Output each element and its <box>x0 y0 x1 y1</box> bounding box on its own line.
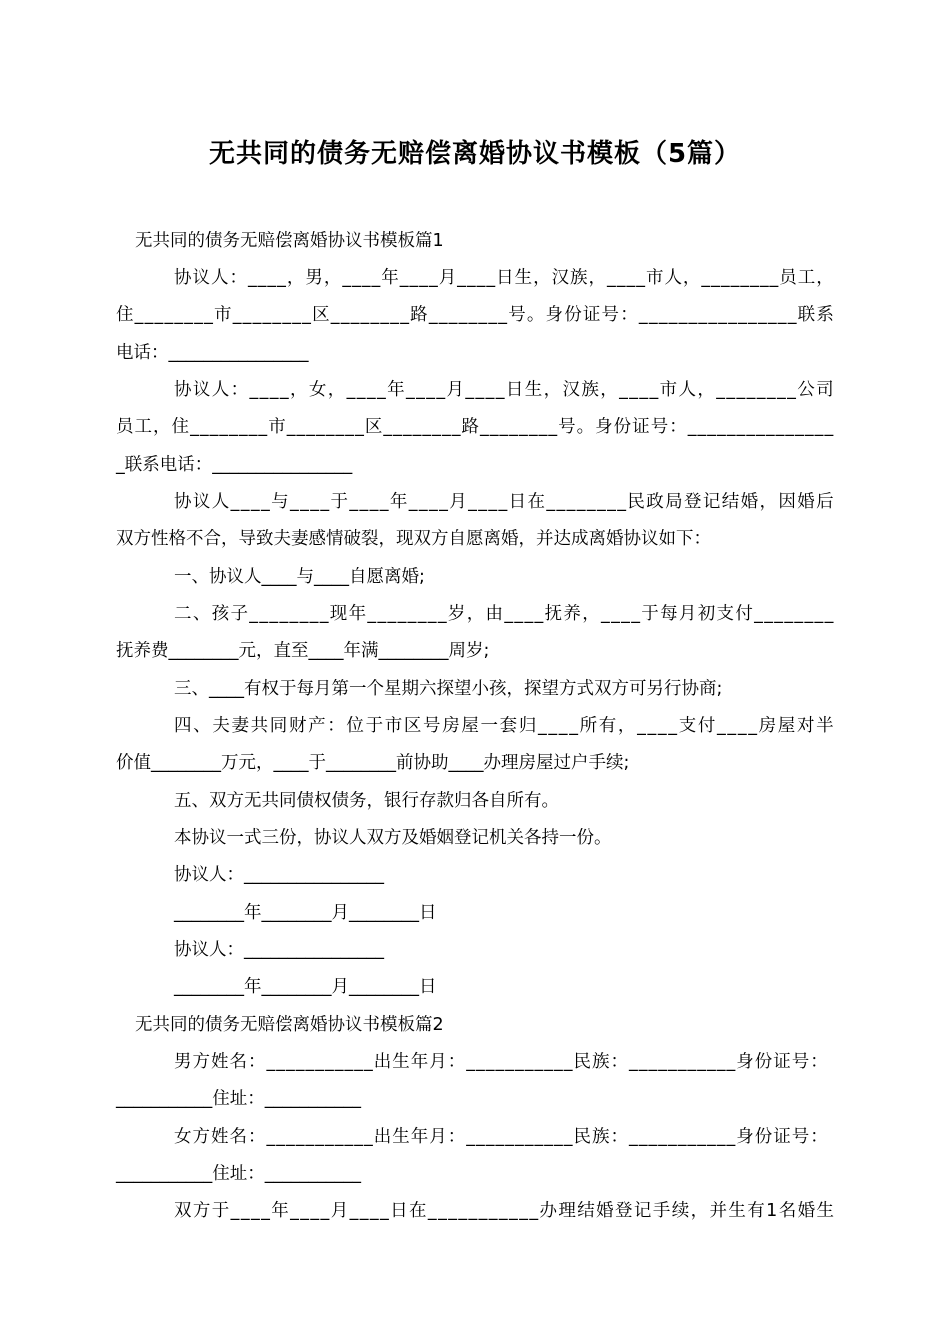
paragraph-line: 抚养费________元，直至____年满________周岁; <box>116 641 490 661</box>
paragraph-line: 协 议 人 ： _ _ _ _ ， 女 ， _ _ _ _ 年 _ _ _ _ 月 _ _ _ _ 日 生 ， 汉 族 ， _ _ _ _ 市 人 ， _ _ _ _ _ _ _ _ 公 司 <box>174 380 834 400</box>
signature-line: 协议人：________________ <box>174 865 384 885</box>
date-line: ________年________月________日 <box>174 977 437 997</box>
paragraph-line: 四 、 夫 妻 共 同 财 产 ： 位 于 市 区 号 房 屋 一 套 归 _ _ _ _ 所 有 ， _ _ _ _ 支 付 _ _ _ _ 房 屋 对 半 <box>174 716 834 736</box>
paragraph-line: 协 议 人 ： _ _ _ _ ， 男 ， _ _ _ _ 年 _ _ _ _ 月 _ _ _ _ 日 生 ， 汉 族 ， _ _ _ _ 市 人 ， _ _ _ _ _ _ _ _ 员 工 ， <box>174 268 834 288</box>
paragraph-line: ___________住址：___________ <box>116 1164 361 1184</box>
paragraph-line: 三、____有权于每月第一个星期六探望小孩，探望方式双方可另行协商; <box>174 679 723 699</box>
signature-line: 协议人：________________ <box>174 940 384 960</box>
paragraph-line: 男 方 姓 名 ： _ _ _ _ _ _ _ _ _ _ _ 出 生 年 月 ： _ _ _ _ _ _ _ _ _ _ _ 民 族 ： _ _ _ _ _ _ _ _ _ _ _ 身 份 证 号 ： <box>174 1052 828 1072</box>
paragraph-line: 女 方 姓 名 ： _ _ _ _ _ _ _ _ _ _ _ 出 生 年 月 ： _ _ _ _ _ _ _ _ _ _ _ 民 族 ： _ _ _ _ _ _ _ _ _ _ _ 身 份 证 号 ： <box>174 1127 828 1147</box>
paragraph-line: 双 方 于 _ _ _ _ 年 _ _ _ _ 月 _ _ _ _ 日 在 _ _ _ _ _ _ _ _ _ _ _ 办 理 结 婚 登 记 手 续 ， 并 生 有 1 名 婚 生 <box>174 1201 834 1221</box>
paragraph-line: 一、协议人____与____自愿离婚; <box>174 567 425 587</box>
paragraph-line: 员 工 ， 住 _ _ _ _ _ _ _ _ 市 _ _ _ _ _ _ _ _ 区 _ _ _ _ _ _ _ _ 路 _ _ _ _ _ _ _ _ 号 。 身 份 证 号 ： _ _ _ _ _ _ _ _ _ _ _ _ _ _ _ <box>116 417 834 437</box>
date-line: ________年________月________日 <box>174 903 437 923</box>
section-heading: 无共同的债务无赔偿离婚协议书模板篇2 <box>135 1015 444 1035</box>
paragraph-line: ___________住址：___________ <box>116 1089 361 1109</box>
paragraph-line: 本协议一式三份，协议人双方及婚姻登记机关各持一份。 <box>174 828 612 848</box>
paragraph-line: 协 议 人 _ _ _ _ 与 _ _ _ _ 于 _ _ _ _ 年 _ _ _ _ 月 _ _ _ _ 日 在 _ _ _ _ _ _ _ _ 民 政 局 登 记 结 婚 ， 因 婚 后 <box>174 492 834 512</box>
paragraph-line: _联系电话：________________ <box>116 455 353 475</box>
paragraph-line: 五、双方无共同债权债务，银行存款归各自所有。 <box>174 791 559 811</box>
paragraph-line: 价值________万元，____于________前协助____办理房屋过户手续; <box>116 753 630 773</box>
document-title: 无共同的债务无赔偿离婚协议书模板（5篇） <box>208 139 742 169</box>
paragraph-line: 住 _ _ _ _ _ _ _ _ 市 _ _ _ _ _ _ _ _ 区 _ _ _ _ _ _ _ _ 路 _ _ _ _ _ _ _ _ 号 。 身 份 证 号 ： _ _ _ _ _ _ _ _ _ _ _ _ _ _ _ _ 联 系 <box>116 305 834 325</box>
paragraph-line: 双方性格不合，导致夫妻感情破裂，现双方自愿离婚，并达成离婚协议如下： <box>116 529 711 549</box>
paragraph-line: 二 、 孩 子 _ _ _ _ _ _ _ _ 现 年 _ _ _ _ _ _ _ _ 岁 ， 由 _ _ _ _ 抚 养 ， _ _ _ _ 于 每 月 初 支 付 _ _ _ _ _ _ _ _ <box>174 604 834 624</box>
paragraph-line: 电话：________________ <box>116 343 309 363</box>
section-heading: 无共同的债务无赔偿离婚协议书模板篇1 <box>135 231 444 251</box>
